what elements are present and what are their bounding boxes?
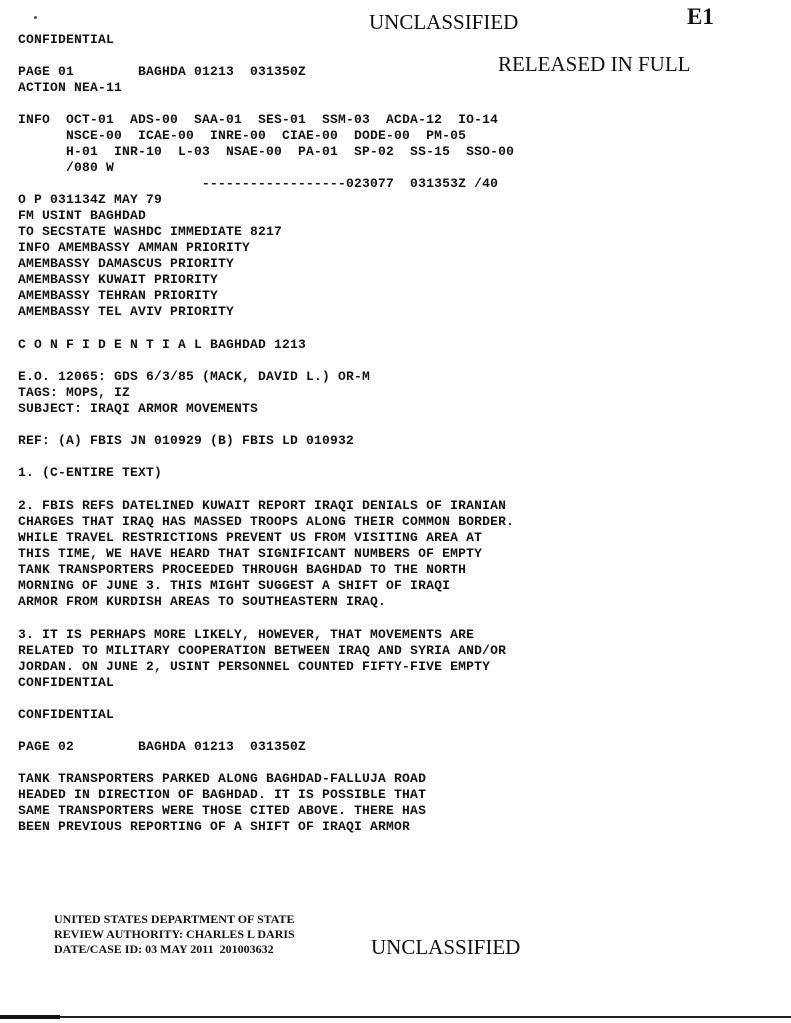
cable-line: TANK TRANSPORTERS PARKED ALONG BAGHDAD-FALLUJA ROAD [18, 771, 427, 786]
review-authority-line: REVIEW AUTHORITY: CHARLES L DARIS [54, 927, 295, 941]
cable-line: AMEMBASSY TEHRAN PRIORITY [18, 288, 219, 303]
cable-line: ARMOR FROM KURDISH AREAS TO SOUTHEASTERN IRAQ. [18, 594, 387, 609]
cable-line: PAGE 01 BAGHDA 01213 031350Z [18, 64, 307, 79]
cable-line: AMEMBASSY KUWAIT PRIORITY [18, 272, 219, 287]
cable-line: ------------------023077 031353Z /40 [18, 176, 499, 191]
cable-line: AMEMBASSY TEL AVIV PRIORITY [18, 304, 235, 319]
cable-line: TANK TRANSPORTERS PROCEEDED THROUGH BAGHDAD TO THE NORTH [18, 562, 467, 577]
cable-line: 1. (C-ENTIRE TEXT) [18, 465, 163, 480]
cable-line: BEEN PREVIOUS REPORTING OF A SHIFT OF IRAQI ARMOR [18, 819, 411, 834]
cable-line: JORDAN. ON JUNE 2, USINT PERSONNEL COUNTED FIFTY-FIVE EMPTY [18, 659, 491, 674]
page-bottom-rule-mark [0, 1015, 60, 1019]
cable-line: CONFIDENTIAL [18, 675, 115, 690]
cable-line: RELATED TO MILITARY COOPERATION BETWEEN IRAQ AND SYRIA AND/OR [18, 643, 507, 658]
cable-line: HEADED IN DIRECTION OF BAGHDAD. IT IS POSSIBLE THAT [18, 787, 427, 802]
cable-line: /080 W [18, 160, 115, 175]
classification-stamp-bottom: UNCLASSIFIED [371, 935, 521, 959]
cable-line: WHILE TRAVEL RESTRICTIONS PREVENT US FROM VISITING AREA AT [18, 530, 483, 545]
review-department-line: UNITED STATES DEPARTMENT OF STATE [54, 912, 295, 926]
cable-line: ACTION NEA-11 [18, 80, 123, 95]
review-date-case-line: DATE/CASE ID: 03 MAY 2011 201003632 [54, 942, 274, 956]
cable-line: CHARGES THAT IRAQ HAS MASSED TROOPS ALONG THEIR COMMON BORDER. [18, 514, 515, 529]
cable-line: CONFIDENTIAL [18, 32, 115, 47]
cable-line: CONFIDENTIAL [18, 707, 115, 722]
cable-line: SUBJECT: IRAQI ARMOR MOVEMENTS [18, 401, 259, 416]
cable-line: O P 031134Z MAY 79 [18, 192, 163, 207]
cable-line: MORNING OF JUNE 3. THIS MIGHT SUGGEST A SHIFT OF IRAQI [18, 578, 451, 593]
cable-line: C O N F I D E N T I A L BAGHDAD 1213 [18, 337, 307, 352]
cable-line: 3. IT IS PERHAPS MORE LIKELY, HOWEVER, THAT MOVEMENTS ARE [18, 627, 475, 642]
cable-line: H-01 INR-10 L-03 NSAE-00 PA-01 SP-02 SS-15 SSO-00 [18, 144, 515, 159]
cable-line: REF: (A) FBIS JN 010929 (B) FBIS LD 010932 [18, 433, 355, 448]
cable-line: FM USINT BAGHDAD [18, 208, 147, 223]
exemption-code-stamp: E1 [687, 4, 714, 29]
classification-stamp-top: UNCLASSIFIED [369, 10, 519, 34]
release-status-stamp: RELEASED IN FULL [498, 52, 691, 76]
cable-line: THIS TIME, WE HAVE HEARD THAT SIGNIFICANT NUMBERS OF EMPTY [18, 546, 483, 561]
cable-line: AMEMBASSY DAMASCUS PRIORITY [18, 256, 235, 271]
cable-line: TAGS: MOPS, IZ [18, 385, 131, 400]
cable-line: INFO OCT-01 ADS-00 SAA-01 SES-01 SSM-03 ACDA-12 IO-14 [18, 112, 499, 127]
cable-line: E.O. 12065: GDS 6/3/85 (MACK, DAVID L.) OR-M [18, 369, 371, 384]
cable-line: NSCE-00 ICAE-00 INRE-00 CIAE-00 DODE-00 PM-05 [18, 128, 467, 143]
scan-speck [34, 16, 37, 19]
review-authority-block [54, 912, 295, 957]
cable-line: PAGE 02 BAGHDA 01213 031350Z [18, 739, 307, 754]
cable-line: TO SECSTATE WASHDC IMMEDIATE 8217 [18, 224, 283, 239]
page-bottom-rule [0, 1016, 791, 1018]
cable-line: 2. FBIS REFS DATELINED KUWAIT REPORT IRAQI DENIALS OF IRANIAN [18, 498, 507, 513]
cable-line: SAME TRANSPORTERS WERE THOSE CITED ABOVE. THERE HAS [18, 803, 427, 818]
cable-line: INFO AMEMBASSY AMMAN PRIORITY [18, 240, 251, 255]
